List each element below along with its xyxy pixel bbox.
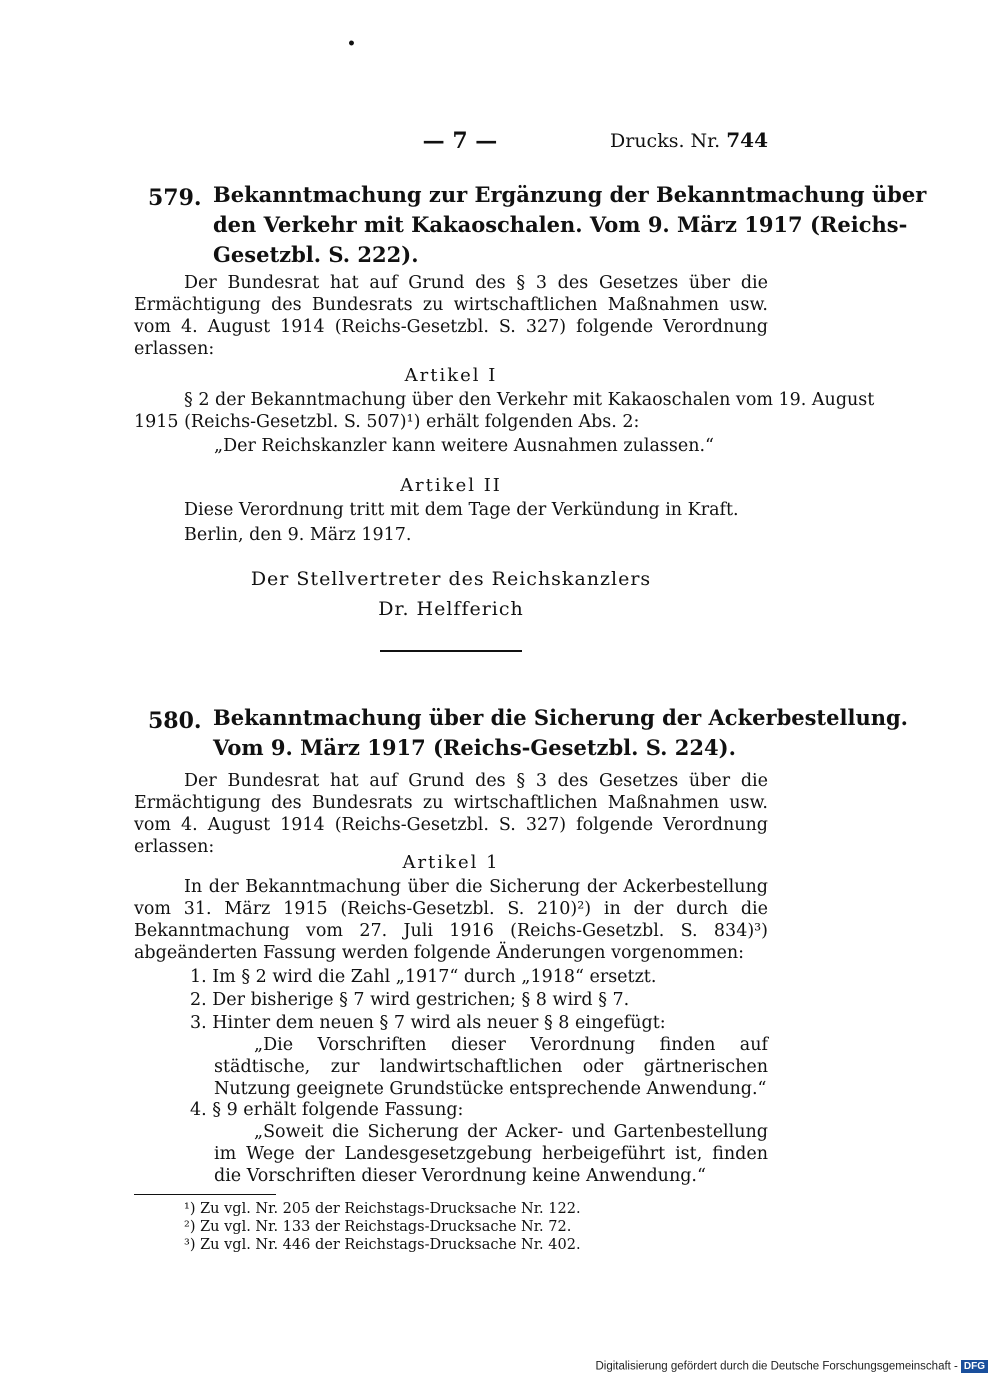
section-579-article-1-heading: Artikel I [404,365,498,386]
section-579-title-line2: den Verkehr mit Kakaoschalen. Vom 9. März 1917 (Reichs- [213,212,908,237]
footnote-rule [134,1194,276,1195]
footnote-3: ³) Zu vgl. Nr. 446 der Reichstags-Drucksache Nr. 402. [184,1237,581,1253]
section-579-article-2-heading: Artikel II [400,475,502,496]
section-divider [380,650,522,652]
section-579-number: 579. [148,185,202,211]
signature-name: Dr. Helfferich [378,598,524,620]
amendment-item-2: 2. Der bisherige § 7 wird gestrichen; § 8 wird § 7. [190,990,630,1010]
digitization-credit-text: Digitalisierung gefördert durch die Deutsche Forschungsgemeinschaft - [595,1360,958,1373]
signature-title: Der Stellvertreter des Reichskanzlers [250,568,652,590]
section-579-place-date: Berlin, den 9. März 1917. [184,525,412,545]
dfg-logo-icon: DFG [961,1360,988,1373]
digitization-credit [595,1360,988,1373]
section-579-article-1-line2: 1915 (Reichs-Gesetzbl. S. 507)¹) erhält folgenden Abs. 2: [134,412,640,432]
section-580-article-1-heading: Artikel 1 [402,852,500,873]
section-580-intro: Der Bundesrat hat auf Grund des § 3 des Gesetzes über die Ermächtigung des Bundesrats zu wirtschaftlichen Maßnahmen usw. vom 4. August 1914 (Reichs-Gesetzbl. S. 327) folgende Verordnung erlassen: [134,771,768,857]
amendment-item-1: 1. Im § 2 wird die Zahl „1917“ durch „1918“ ersetzt. [190,967,657,987]
section-580-title-line2: Vom 9. März 1917 (Reichs-Gesetzbl. S. 224). [213,735,736,760]
document-reference-prefix: Drucks. Nr. [610,130,721,152]
section-579-article-1-quote: „Der Reichskanzler kann weitere Ausnahmen zulassen.“ [214,436,714,456]
section-579-title-line3: Gesetzbl. S. 222). [213,242,419,267]
section-579-article-2-text: Diese Verordnung tritt mit dem Tage der Verkündung in Kraft. [184,500,739,520]
document-reference-number: 744 [726,128,768,152]
section-579-intro: Der Bundesrat hat auf Grund des § 3 des Gesetzes über die Ermächtigung des Bundesrats zu wirtschaftlichen Maßnahmen usw. vom 4. August 1914 (Reichs-Gesetzbl. S. 327) folgende Verordnung erlassen: [134,273,768,359]
section-580-title-line1: Bekanntmachung über die Sicherung der Ackerbestellung. [213,705,908,730]
section-579-title [213,180,927,270]
amendment-item-4-quote: „Soweit die Sicherung der Acker- und Gartenbestellung im Wege der Landesgesetzgebung herbeigeführt ist, finden die Vorschriften dieser Verordnung keine Anwendung.“ [214,1122,768,1186]
stray-mark: • [347,36,356,52]
document-reference [600,128,768,152]
section-580-number: 580. [148,708,202,734]
page-number: — 7 — [422,128,498,154]
section-579-article-1-line1: § 2 der Bekanntmachung über den Verkehr mit Kakaoschalen vom 19. August [184,390,875,410]
footnote-2: ²) Zu vgl. Nr. 133 der Reichstags-Drucksache Nr. 72. [184,1219,572,1235]
amendment-item-3: 3. Hinter dem neuen § 7 wird als neuer § 8 eingefügt: [190,1013,666,1033]
section-579-title-line1: Bekanntmachung zur Ergänzung der Bekanntmachung über [213,182,927,207]
section-580-article-1-text: In der Bekanntmachung über die Sicherung der Ackerbestellung vom 31. März 1915 (Reichs-Gesetzbl. S. 210)²) in der durch die Bekanntmachung vom 27. Juli 1916 (Reichs-Gesetzbl. S. 834)³) abgeänderten Fassung werden folgende Änderungen vorgenommen: [134,877,768,963]
amendment-item-4: 4. § 9 erhält folgende Fassung: [190,1100,464,1120]
section-580-title [213,703,908,763]
amendment-item-3-quote: „Die Vorschriften dieser Verordnung finden auf städtische, zur landwirtschaftlichen oder gärtnerischen Nutzung geeignete Grundstücke entsprechende Anwendung.“ [214,1035,768,1099]
footnote-1: ¹) Zu vgl. Nr. 205 der Reichstags-Drucksache Nr. 122. [184,1201,581,1217]
